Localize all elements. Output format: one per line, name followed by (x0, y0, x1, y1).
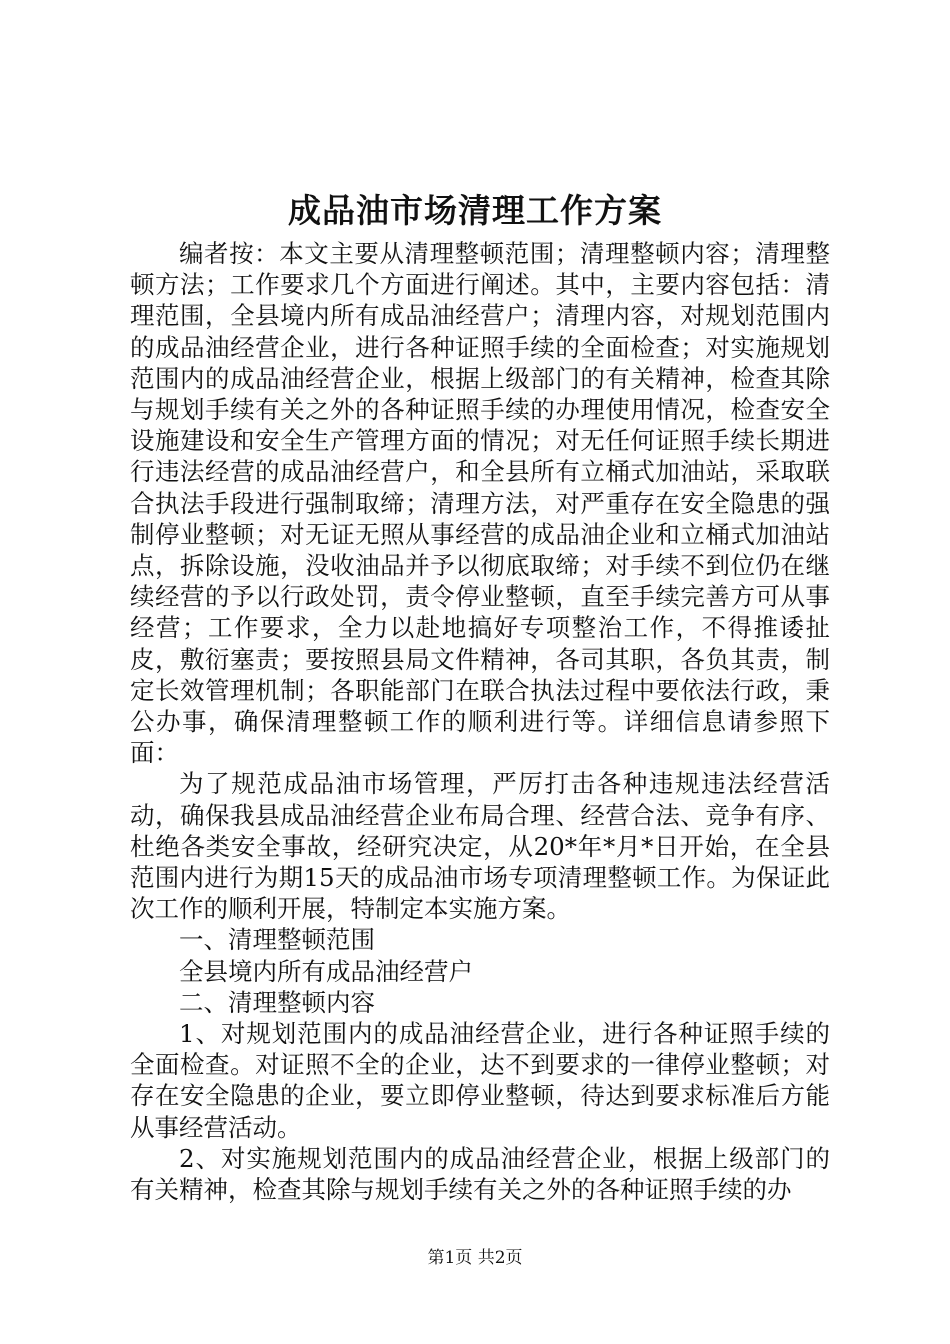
page-footer: 第1页 共2页 (427, 1248, 523, 1268)
content-item-1: 1、对规划范围内的成品油经营企业，进行各种证照手续的全面检查。对证照不全的企业，达不到要求的一律停业整顿；对存在安全隐患的企业，要立即停业整顿，待达到要求标准后方能从事经营活动。 (130, 1019, 830, 1142)
scope-paragraph: 全县境内所有成品油经营户 (179, 956, 473, 986)
intro-paragraph: 为了规范成品油市场管理，严厉打击各种违规违法经营活动，确保我县成品油经营企业布局合理、经营合法、竞争有序、杜绝各类安全事故，经研究决定，从20*年*月*日开始，在全县范围内进行为期15天的成品油市场专项清理整顿工作。为保证此次工作的顺利开展，特制定本实施方案。 (130, 769, 830, 924)
section-heading-scope: 一、清理整顿范围 (179, 925, 375, 955)
section-heading-content: 二、清理整顿内容 (179, 987, 375, 1017)
editor-note-paragraph: 编者按：本文主要从清理整顿范围；清理整顿内容；清理整顿方法；工作要求几个方面进行阐述。其中，主要内容包括：清理范围，全县境内所有成品油经营户；清理内容，对规划范围内的成品油经营企业，进行各种证照手续的全面检查；对实施规划范围内的成品油经营企业，根据上级部门的有关精神，检查其除与规划手续有关之外的各种证照手续的办理使用情况，检查安全设施建设和安全生产管理方面的情况；对无任何证照手续长期进行违法经营的成品油经营户，和全县所有立桶式加油站，采取联合执法手段进行强制取缔；清理方法，对严重存在安全隐患的强制停业整顿；对无证无照从事经营的成品油企业和立桶式加油站点，拆除设施，没收油品并予以彻底取缔；对手续不到位仍在继续经营的予以行政处罚，责令停业整顿，直至手续完善方可从事经营；工作要求，全力以赴地搞好专项整治工作，不得推诿扯皮，敷衍塞责；要按照县局文件精神，各司其职，各负其责，制定长效管理机制；各职能部门在联合执法过程中要依法行政，秉公办事，确保清理整顿工作的顺利进行等。详细信息请参照下面： (130, 239, 830, 768)
document-body (130, 238, 830, 1205)
content-item-2: 2、对实施规划范围内的成品油经营企业，根据上级部门的有关精神，检查其除与规划手续有关之外的各种证照手续的办 (130, 1143, 830, 1205)
document-title: 成品油市场清理工作方案 (288, 191, 662, 230)
